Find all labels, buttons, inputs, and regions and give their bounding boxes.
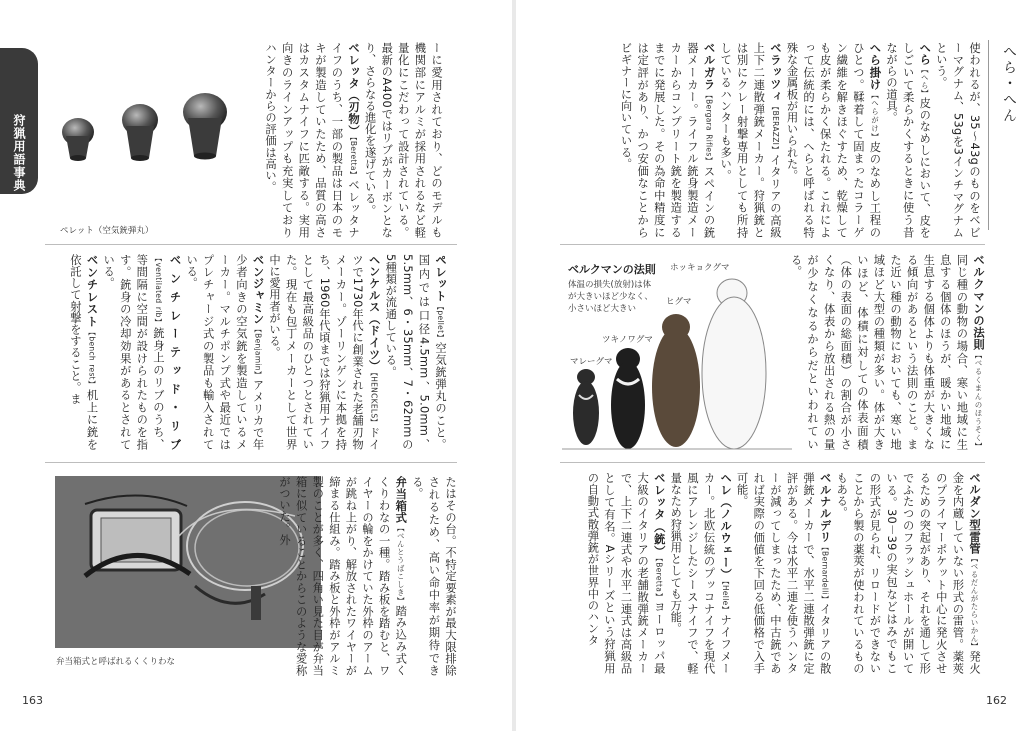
- entry-text: スペインの銃器メーカー。ライフル銃身製造メーカーからコンプリート銃を製造するまでに発展した。その為命中精度には定評があり、かつ安価なことからビギナーに向いている。: [619, 42, 716, 238]
- entry: [667, 472, 733, 674]
- entry: [882, 42, 932, 238]
- pellet-medium: [122, 104, 158, 161]
- left-middle-text: [50, 254, 448, 450]
- entry-text: アメリカで年少者向きの空気銃を製造しているメーカー。マルチポンプ式や最近ではプレチャージ式の製品も輸入されている。: [185, 254, 265, 450]
- entry-text: ドイツで1730年代に創業された老舗刃物メーカー。ゾーリンゲンに本拠を持ち、1960年代頃までは狩猟用ナイフとして最高級品のひとつとされていた。現在も包丁メーカーとして世界中に愛用者がいる。: [268, 254, 381, 451]
- entry-text: ヨーロッパ最大級のイタリアの老舗散弾銃メーカーで、上下二連式や水平二連式は高級品として有名。Aシリーズという狩猟用の自動式散弾銃が世界中のハンタ: [586, 472, 666, 675]
- section-tab: [0, 48, 38, 194]
- entry-reading: 【Helle】: [721, 580, 731, 615]
- entry: [382, 254, 448, 450]
- bear-label-polar: ホッキョクグマ: [670, 263, 730, 273]
- entry-reading: 【べるだんがたらいかん】: [970, 554, 979, 651]
- entry: [787, 254, 986, 450]
- bergmann-figure: [562, 255, 810, 455]
- right-lower-text: [566, 472, 982, 674]
- entry-head: ベルダン型雷管: [968, 472, 981, 555]
- entry-head: ヘンケルス（ドイツ）: [367, 254, 381, 372]
- entry-head: 弁当箱式: [394, 476, 408, 524]
- entry-reading: 【Bergara Rifles】: [704, 90, 714, 166]
- bergmann-description-line: が大きいほど少なく、: [568, 292, 653, 302]
- entry-head: ベルナルデリ: [818, 472, 832, 543]
- pellet-illustration: [48, 60, 263, 230]
- entry-head: へら: [918, 42, 932, 66]
- entry: [932, 42, 982, 238]
- entry-text: 銃身上のリブのうち、等間隔に空間が設けられたものを指す。銃身の冷却効果があるとされている。: [102, 254, 165, 450]
- section-tab-label: 狩猟用語事典: [12, 114, 26, 192]
- left-lower-text: [278, 476, 458, 677]
- entry: [783, 42, 883, 238]
- entry-text: ナイフメーカー。北欧伝統のプッコナイフを現代風にアレンジしたシースナイフで、軽量なため狩猟用としても万能。: [669, 472, 733, 675]
- entry-head: ペレット: [434, 254, 447, 303]
- entry: [717, 42, 783, 238]
- entry: [361, 42, 444, 238]
- entry: [733, 472, 833, 674]
- bear-label-sun: マレーグマ: [570, 357, 613, 367]
- entry: [183, 254, 266, 450]
- divider: [560, 462, 985, 463]
- entry-text: 机上に銃を依託して射撃をすること。ま: [68, 254, 99, 451]
- entry-reading: 【べるくまんのほうそく】: [974, 350, 983, 450]
- entry-head: ベレッタ（銃）: [652, 472, 666, 558]
- entry-text: 皮のなめし工程のひとつ。鞣着して固まったコラーゲン繊維を解きほぐすため、乾燥しても皮が柔らかく保たれる。これによって伝統的には、へらと呼ばれる特殊な金属板が用いられた。: [785, 42, 882, 238]
- divider: [560, 244, 985, 245]
- entry-reading: 【BERAZZI】: [770, 102, 780, 154]
- entry-text: ベレッタナイフのうち、一部の製品は日本のモキが製造していたため、品質の高さはカスタムナイフに匹敵する。実用向きのラインアップも充実しておりハンターからの評価は高い。: [264, 42, 361, 238]
- right-middle-text: [789, 254, 986, 450]
- entry-text: たはその台。不特定要素が最大限排除されるため、高い命中率が期待できる。: [410, 476, 457, 676]
- entry: [833, 472, 982, 674]
- bear-label-brown: ヒグマ: [666, 297, 692, 307]
- entry-head: へら掛け: [868, 42, 882, 91]
- sun-bear: [573, 369, 599, 445]
- entry-reading: 【pellet】: [436, 302, 445, 343]
- entry-reading: 【へら】: [920, 65, 930, 98]
- entry-reading: 【HENCKELS】: [369, 371, 379, 427]
- pellet-small: [62, 118, 94, 161]
- polar-bear: [702, 279, 766, 449]
- entry-text: 使われるが、35～43gのものをベビーマグナム、53gを3インチマグナムという。: [934, 42, 981, 238]
- entry-head: ベンチレーテッド・リブ: [168, 254, 182, 450]
- entry-reading: 【Benjamin】: [253, 325, 263, 380]
- entry-head: ベンジャミン: [251, 254, 265, 326]
- bergmann-title: ベルクマンの法則: [568, 263, 656, 276]
- entry-reading: 【ventilated rib】: [153, 254, 163, 328]
- entry-text: イタリアの高級上下二連散弾銃メーカー。狩猟銃とは別にクレー射撃専用としても所持しているハンターも多い。: [719, 42, 782, 238]
- entry-head: ベレッタ（刃物）: [347, 42, 361, 137]
- pellet-caption: ペレット（空気銃弾丸）: [60, 226, 154, 236]
- entry-head: ヘレ（ノルウェー）: [719, 472, 733, 581]
- entry: [265, 254, 381, 450]
- brown-bear: [652, 314, 700, 447]
- divider: [45, 244, 457, 245]
- bear-label-asian-black: ツキノワグマ: [602, 335, 653, 345]
- trap-caption: 弁当箱式と呼ばれるくくりわな: [56, 657, 176, 667]
- page-number-right: 162: [986, 694, 1007, 707]
- entry: [617, 42, 717, 238]
- entry: [408, 476, 458, 676]
- entry: [66, 254, 99, 450]
- index-heading: [995, 40, 1021, 230]
- entry: [275, 476, 408, 676]
- bears-illustration: [562, 255, 810, 455]
- entry-text: 踏み込み式くくりわなの一種。踏み板を踏むと、ワイヤーの輪をかけていた外枠のアームが跳ね上がり、解放されたワイヤーが締まる仕組み。踏み板と外枠がアルミ製のことが多く、四角い見た目が弁当箱に似ていることからこのような愛称がついた。外: [278, 476, 408, 677]
- entry-text: ーに愛用されており、どのモデルも機関部にアルミが採用されるなど軽量化にこだわって設計されている。最新のA400ではリブがカーボンとなり、さらなる進化を遂げている。: [363, 42, 443, 238]
- entry-reading: 【bench rest】: [87, 327, 97, 390]
- entry: [100, 254, 183, 450]
- entry-reading: 【Beretta】: [654, 557, 664, 602]
- bergmann-description-line: 体温の損失(放射)は体: [568, 280, 652, 290]
- entry-head: ベンチレスト: [85, 254, 99, 328]
- entry-text: 同じ種の動物の場合、寒い地域に生息する個体のほうが、暖かい地域に生息する個体よりも体重が大きくなる傾向があるという法則のこと。また近い種の動物においても、寒い地域ほど大型の種類が多い。体が大きいほど、体積に対しての体表面積（体の表面の総面積）の割合が小さくなり、体表から放出される熱の量が少なくなるからだといわれている。: [789, 254, 969, 450]
- right-upper-text: [566, 42, 982, 238]
- page-number-left: 163: [22, 694, 43, 707]
- entry-head: ベルクマンの法則: [972, 254, 985, 351]
- entry-text: イタリアの散弾銃メーカーで、水平二連散弾銃に定評がある。今は水平二連を使うハンターが減ってしまったため、中古銃であれば実際の価値を下回る低価格で入手可能。: [735, 472, 832, 674]
- entry-head: ベルガラ: [702, 42, 716, 91]
- index-rule: [988, 40, 989, 230]
- book-gutter: [512, 0, 516, 731]
- entry-reading: 【へらがけ】: [870, 90, 880, 142]
- pellet-large: [183, 93, 227, 160]
- entry-reading: 【Beretta】: [349, 136, 359, 180]
- index-heading-label: へら・へん: [1001, 44, 1017, 124]
- entry-text: 発火金を内蔵していない形式の雷管。薬莢のプライマーポケット中心に発火させるための突起があり、それを通して形でふたつのフラッシュホールが開いている。30－39の実包などはみでもこの形式が見られ、リロードができないことから製の薬莢が使われているものもある。: [835, 472, 981, 675]
- entry-text: 空気銃弾丸のこと。国内では口径4.5mm、5.0mm、5.5mm、6・35mm、7・62mmの5種類が流通している。: [384, 254, 447, 450]
- entry: [261, 42, 361, 238]
- entry-text: 皮のなめしにおいて、皮をしごいて柔らかくするときに使う昔ながらの道具。: [885, 42, 932, 238]
- divider: [45, 462, 457, 463]
- entry-reading: 【べんとうばこしき】: [396, 523, 406, 605]
- entry-reading: 【Bernardelli】: [820, 543, 830, 604]
- entry-head: ベラッツィ: [768, 42, 782, 103]
- asian-black-bear: [611, 348, 645, 449]
- entry: [584, 472, 667, 674]
- left-upper-text: [264, 42, 444, 238]
- bergmann-description-line: 小さいほど大きい: [568, 304, 637, 314]
- pellet-photo: [48, 60, 263, 230]
